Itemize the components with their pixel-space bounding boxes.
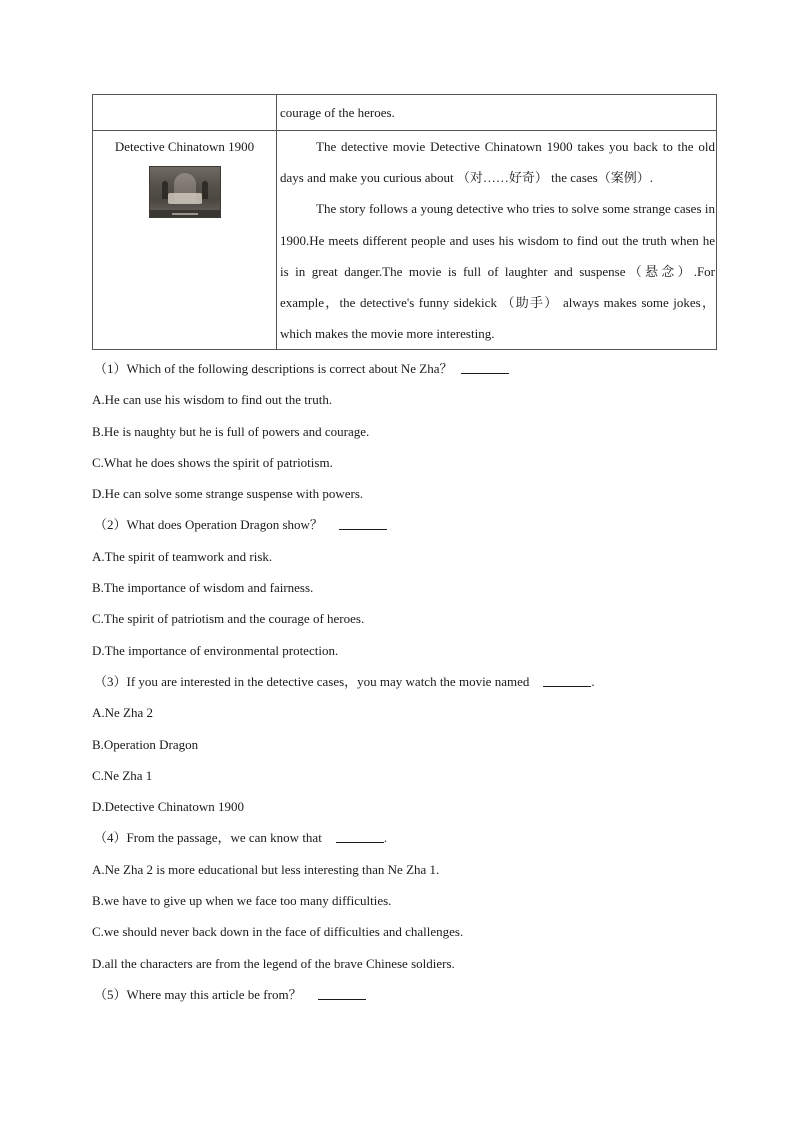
answer-blank[interactable] — [339, 517, 387, 530]
question-end: . — [591, 673, 595, 689]
movie-table — [92, 94, 717, 350]
option-c: C.we should never back down in the face of difficulties and challenges. — [92, 924, 464, 940]
answer-blank[interactable] — [543, 674, 591, 687]
option-d: D.all the characters are from the legend of the brave Chinese soldiers. — [92, 955, 455, 971]
movie-poster-image — [149, 166, 221, 218]
movie-description-cell — [277, 131, 717, 350]
table-row — [93, 95, 717, 131]
movie-description-cell — [277, 95, 717, 131]
movie-title-cell — [93, 95, 277, 131]
option-d: D.The importance of environmental protection. — [92, 642, 339, 658]
question-text: （5）Where may this article be from？ — [94, 986, 302, 1002]
question-stem — [92, 666, 712, 697]
answer-blank[interactable] — [336, 830, 384, 843]
option-c: C.The spirit of patriotism and the courage of heroes. — [92, 611, 365, 627]
option-c: C.Ne Zha 1 — [92, 767, 153, 783]
option-b: B.The importance of wisdom and fairness. — [92, 580, 314, 596]
movie-title-cell — [93, 131, 277, 350]
question-end: . — [383, 830, 388, 846]
table-row — [93, 131, 717, 350]
option-b: B.we have to give up when we face too many difficulties. — [92, 893, 392, 909]
option-a: A.He can use his wisdom to find out the truth. — [92, 392, 333, 408]
question-text: （4）From the passage，we can know that — [94, 830, 322, 846]
question-stem — [92, 353, 712, 384]
description-paragraph: The detective movie Detective Chinatown 1900 takes you back to the old days and make you curious about （对……好奇） the cases（案例）. — [280, 139, 715, 186]
option-d: D.Detective Chinatown 1900 — [92, 799, 244, 815]
description-paragraph: courage of the heroes. — [280, 105, 395, 120]
question-text: （3）If you are interested in the detective cases，you may watch the movie named — [94, 673, 530, 689]
question-text: （1）Which of the following descriptions is correct about Ne Zha？ — [94, 361, 453, 376]
option-b: B.Operation Dragon — [92, 736, 199, 752]
option-a: A.Ne Zha 2 is more educational but less interesting than Ne Zha 1. — [92, 861, 440, 877]
question-stem — [92, 509, 712, 540]
question-list — [92, 353, 712, 1010]
option-c: C.What he does shows the spirit of patriotism. — [92, 454, 333, 470]
description-paragraph: The story follows a young detective who tries to solve some strange cases in 1900.He meets different people and uses his wisdom to find out the truth when he is in great danger.The movie is full of laughter and suspense（悬念）.For example，the detective's funny sidekick （助手） always makes some jokes，which makes the movie more interesting. — [280, 201, 715, 342]
option-a: A.The spirit of teamwork and risk. — [92, 548, 273, 564]
option-d: D.He can solve some strange suspense with powers. — [92, 486, 364, 502]
option-a: A.Ne Zha 2 — [92, 705, 154, 721]
option-b: B.He is naughty but he is full of powers and courage. — [92, 423, 370, 439]
question-stem — [92, 979, 712, 1010]
answer-blank[interactable] — [318, 987, 366, 1000]
question-stem — [92, 822, 712, 853]
question-text: （2）What does Operation Dragon show？ — [94, 517, 323, 533]
answer-blank[interactable] — [461, 361, 509, 374]
movie-title: Detective Chinatown 1900 — [114, 139, 255, 154]
